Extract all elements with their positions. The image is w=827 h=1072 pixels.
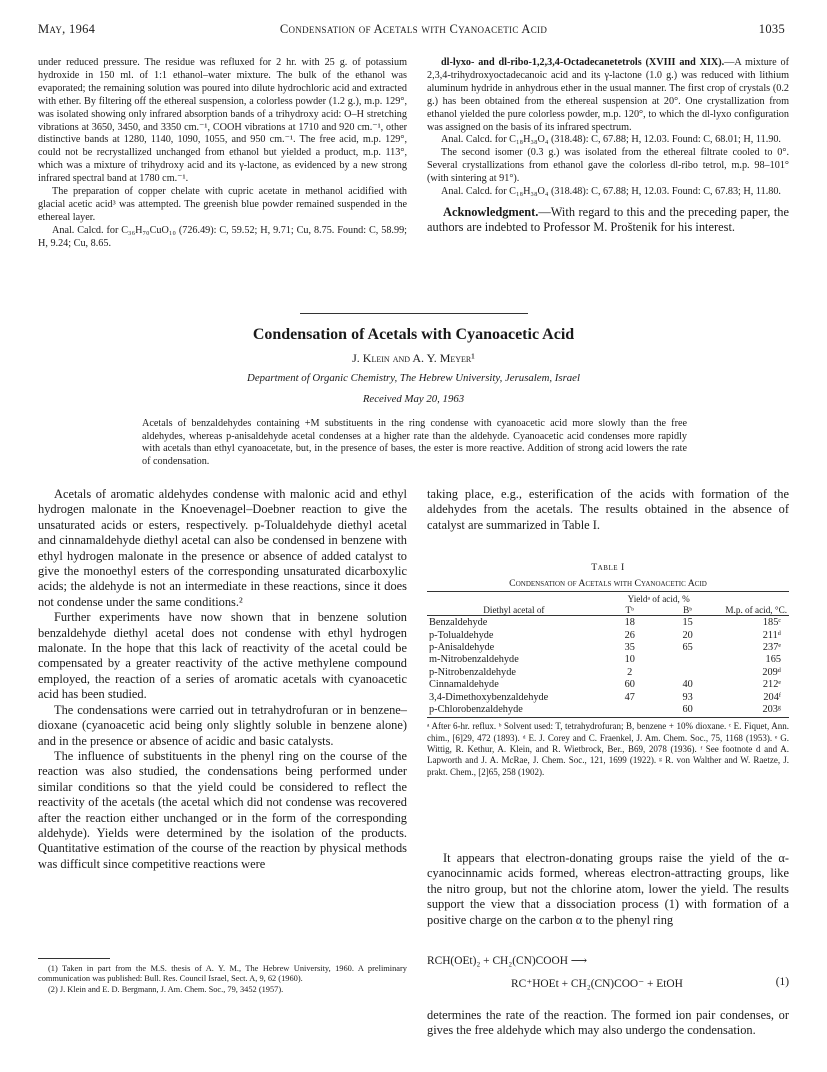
table-cell: m-Nitrobenzaldehyde [429, 654, 519, 666]
equation-line-2: RC⁺HOEt + CH₂(CN)COO⁻ + EtOH [511, 978, 683, 990]
prev-article-left-column [38, 57, 407, 251]
prev-paragraph: Anal. Calcd. for C₁₈H₃₈O₄ (318.48): C, 67.88; H, 12.03. Found: C, 68.01; H, 11.90. [441, 134, 781, 146]
running-header-title: Condensation of Acetals with Cyanoacetic Acid [279, 22, 548, 36]
table-1 [427, 562, 789, 778]
table-row [427, 654, 789, 666]
table-cell: 2 [627, 666, 633, 678]
table-cell: 212ᵉ [762, 679, 781, 691]
table-cell [659, 667, 717, 679]
table-cell: p-Chlorobenzaldehyde [427, 704, 601, 718]
received-date: Received May 20, 1963 [362, 393, 465, 405]
abstract: Acetals of benzaldehydes containing +M substituents in the ring condense with cyanoacetic acid more slowly than the free aldehydes, whereas p-anisaldehyde acetal condenses at a higher rate than the aldehyde. Cyanoacetic acid condenses more rapidly with acetals than ethyl cyanoacetate, but, in the presence of bases, the ester is more reactive. Addition of strong acid lowers the rate of condensation. [142, 418, 687, 467]
acknowledgment [427, 205, 789, 236]
table-cell: 20 [682, 629, 693, 641]
table-cell: Cinnamaldehyde [429, 679, 499, 691]
body-paragraph: Further experiments have now shown that in benzene solution benzaldehyde diethyl acetal does not condense with ethyl hydrogen malonate. In the hope that this lack of reactivity of the acetal could be compensated by a greater reactivity of the active methylene compound employed, the reaction of a series of aromatic acetals with cyanoacetic acid has been studied. [38, 610, 407, 702]
footnote-rule [38, 958, 110, 959]
footnote: (1) Taken in part from the M.S. thesis of A. Y. M., The Hebrew University, 1960. A preliminary communication was published: Bull. Res. Council Israel, Sect. A, 9, 62 (1960). [38, 964, 407, 984]
article-authors: J. Klein and A. Y. Meyer¹ [352, 351, 475, 365]
table-cell: p-Nitrobenzaldehyde [429, 666, 516, 678]
table-header-mp: M.p. of acid, °C. [717, 605, 789, 616]
table-body [427, 591, 789, 718]
prev-paragraph: The preparation of copper chelate with cupric acetate in methanol acidified with glacial acetic acid³ was attempted. The greenish blue powder remained suspended in the ethereal layer. [38, 186, 407, 223]
article-right-column-bottom [427, 851, 789, 928]
table-cell [659, 654, 717, 666]
prev-article-right-column [427, 57, 789, 236]
table-cell: p-Anisaldehyde [429, 642, 495, 653]
footnotes [38, 964, 407, 995]
table-cell: 18 [624, 617, 635, 629]
prev-paragraph: Anal. Calcd. for C₁₈H₃₈O₄ (318.48): C, 67.88; H, 12.03. Found: C, 67.83; H, 11.80. [441, 186, 781, 198]
table-cell: 185ᶜ [762, 617, 781, 629]
equation-1 [427, 953, 789, 990]
table-cell: 40 [682, 679, 693, 691]
table-notes: ᵃ After 6-hr. reflux. ᵇ Solvent used: T, tetrahydrofuran; B, benzene + 10% dioxane. ᶜ E. Fiquet, Ann. chim., [6]29, 472 (1893). ᵈ E. J. Corey and C. Fraenkel, J. Am. Chem. Soc., 75, 1168 (1953). ᵉ G. Wittig, R. Kethur, A. Klein, and R. Wietbrock, Ber., B69, 2078 (1936). ᶠ See footnote d and A. Lapworth and J. A. McRae, J. Chem. Soc., 121, 1699 (1922). ᵍ R. von Walther and W. Raetze, J. prakt. Chem., [2]65, 258 (1902). [427, 721, 789, 777]
table-row [427, 679, 789, 691]
table-cell: 93 [682, 691, 693, 703]
page-number: 1035 [758, 22, 785, 36]
acknowledgment-text: —With regard to this and the preceding paper, the authors are indebted to Professor M. Proštenik for his interest. [427, 204, 789, 235]
table-cell: 65 [682, 642, 693, 653]
table-caption: Condensation of Acetals with Cyanoacetic Acid [509, 578, 707, 589]
body-paragraph: The influence of substituents in the phenyl ring on the course of the reaction was also studied, the condensations being performed under similar conditions so that the yield could be considered to reflect the reactivity of the acetals (the acetal which did not condense was recovered after the reaction either unchanged or in the form of the corresponding aldehyde). Yields were determined by the isolation of the products. Quantitative estimation of the course of the reaction by physical methods was difficult since competitive reactions were [38, 748, 407, 871]
article-right-column-tail [427, 1008, 789, 1039]
body-paragraph: The condensations were carried out in tetrahydrofuran or in benzene–dioxane (cyanoacetic acid being only slightly soluble in benzene alone) and in the presence or absence of acidic and basic catalysts. [38, 702, 407, 748]
article-separator [300, 313, 528, 314]
running-header-date: May, 1964 [38, 22, 96, 36]
table-cell: 10 [624, 654, 635, 666]
table-cell: 15 [682, 617, 693, 629]
prev-paragraph: —A mixture of 2,3,4-trihydroxyoctadecanoic acid and its γ-lactone (1.0 g.) was reduced with lithium aluminum hydride in anhydrous ether in the usual manner. The first crop of crystals (0.2 g.) has been obtained from the ethereal suspension at 20°. One crystallization from ethanol yielded the pure colorless powder, m.p. 120°, to which the dl-lyxo configuration was assigned on the basis of its infrared spectrum. [427, 57, 790, 133]
section-heading: dl-lyxo- and dl-ribo-1,2,3,4-Octadecanetetrols (XVIII and XIX). [441, 57, 725, 68]
table-row [427, 630, 789, 642]
body-paragraph: determines the rate of the reaction. The formed ion pair condenses, or gives the free aldehyde which may also undergo the condensation. [427, 1008, 789, 1038]
table-cell: 3,4-Dimethoxybenzaldehyde [429, 691, 549, 703]
table-cell: 211ᵈ [762, 629, 781, 641]
table-cell: 26 [624, 629, 635, 641]
table-cell [601, 704, 659, 718]
table-cell: p-Tolualdehyde [429, 629, 494, 641]
footnote: (2) J. Klein and E. D. Bergmann, J. Am. Chem. Soc., 79, 3452 (1957). [48, 984, 284, 994]
table-cell: 47 [624, 691, 635, 703]
body-paragraph: Acetals of aromatic aldehydes condense with malonic acid and ethyl hydrogen malonate in the Knoevenagel–Doebner reaction to give the unsaturated acids or esters, respectively. p-Tolualdehyde diethyl acetal and cinnamaldehyde diethyl acetal can also be condensed in benzene with ethyl hydrogen malonate in the presence or absence of added catalyst to give the monoethyl esters of the corresponding unsaturated dicarboxylic acids; the aldehyde is not an intermediate in these reactions, since it does not condense under the same conditions.² [38, 487, 407, 609]
table-cell: 203ᵍ [717, 704, 789, 718]
table-header-b: Bᵇ [659, 605, 717, 616]
table-cell: 209ᵈ [762, 666, 781, 678]
table-cell: Benzaldehyde [429, 617, 488, 629]
body-paragraph: taking place, e.g., esterification of the acids with formation of the aldehydes from the acetals. The results obtained in the absence of catalyst are summarized in Table I. [427, 487, 789, 532]
table-cell: 60 [659, 704, 717, 718]
table-header-yield: Yieldᵃ of acid, % [627, 594, 690, 604]
table-row [427, 692, 789, 704]
equation-line-1: RCH(OEt)₂ + CH₂(CN)COOH ⟶ [427, 955, 588, 967]
table-cell: 60 [624, 679, 635, 691]
article-title: Condensation of Acetals with Cyanoacetic Acid [252, 326, 575, 343]
table-row [427, 667, 789, 679]
prev-paragraph: Anal. Calcd. for C₃₆H₇₀CuO₁₀ (726.49): C, 59.52; H, 9.71; Cu, 8.75. Found: C, 58.99; H, 9.24; Cu, 8.65. [38, 224, 407, 249]
prev-paragraph: The second isomer (0.3 g.) was isolated from the ethereal filtrate cooled to 0°. Several crystallizations from ethanol gave the colorless dl-ribo tetrol, m.p. 98–101° (with sintering at 91°). [427, 147, 789, 185]
table-cell: 35 [624, 642, 635, 653]
table-cell: 204ᶠ [763, 691, 781, 703]
table-row [427, 704, 789, 718]
prev-paragraph: under reduced pressure. The residue was refluxed for 2 hr. with 25 g. of potassium hydroxide in 150 ml. of 1:1 ethanol–water mixture. The bulk of the ethanol was evaporated; the remaining solution was poured into dilute hydrochloric acid and extracted with ether. By filtering off the ethereal suspension, a colorless powder (1.2 g.), m.p. 129°, was isolated showing only infrared absorption bands of a trihydroxy acid: O–H stretching vibrations at 3650, 3450, and 3350 cm.⁻¹, COOH vibrations at 1710 and 920 cm.⁻¹, other distinctive bands at 1280, 1140, 1090, 1055, and 950 cm.⁻¹. The free acid, m.p. 129°, could not be recrystallized unchanged from ethanol but yielded a product, m.p. 113°, which was a mixture of trihydroxy acid and its γ-lactone, as evidenced by a new strong infrared spectral band at 1780 cm.⁻¹. [38, 57, 407, 185]
article-affiliation: Department of Organic Chemistry, The Hebrew University, Jerusalem, Israel [247, 372, 580, 384]
table-row [427, 642, 789, 654]
table-row [427, 616, 789, 630]
table-cell: 237ᵉ [762, 642, 781, 653]
article-left-column [38, 487, 407, 872]
table-cell: 165 [765, 654, 781, 666]
table-header-acetal: Diethyl acetal of [427, 605, 601, 616]
table-header-t: Tᵇ [601, 605, 659, 616]
body-paragraph: It appears that electron-donating groups raise the yield of the α-cyanocinnamic acids formed, whereas electron-attracting groups, like the nitro group, but not the chlorine atom, lower the yield. The results support the view that a dissociation process (1) with formation of a positive charge on the carbon α to the phenyl ring [427, 851, 789, 927]
acknowledgment-label: Acknowledgment. [443, 204, 539, 219]
table-label: Table I [591, 562, 625, 573]
equation-number: (1) [775, 976, 789, 988]
article-right-column-top [427, 487, 789, 533]
